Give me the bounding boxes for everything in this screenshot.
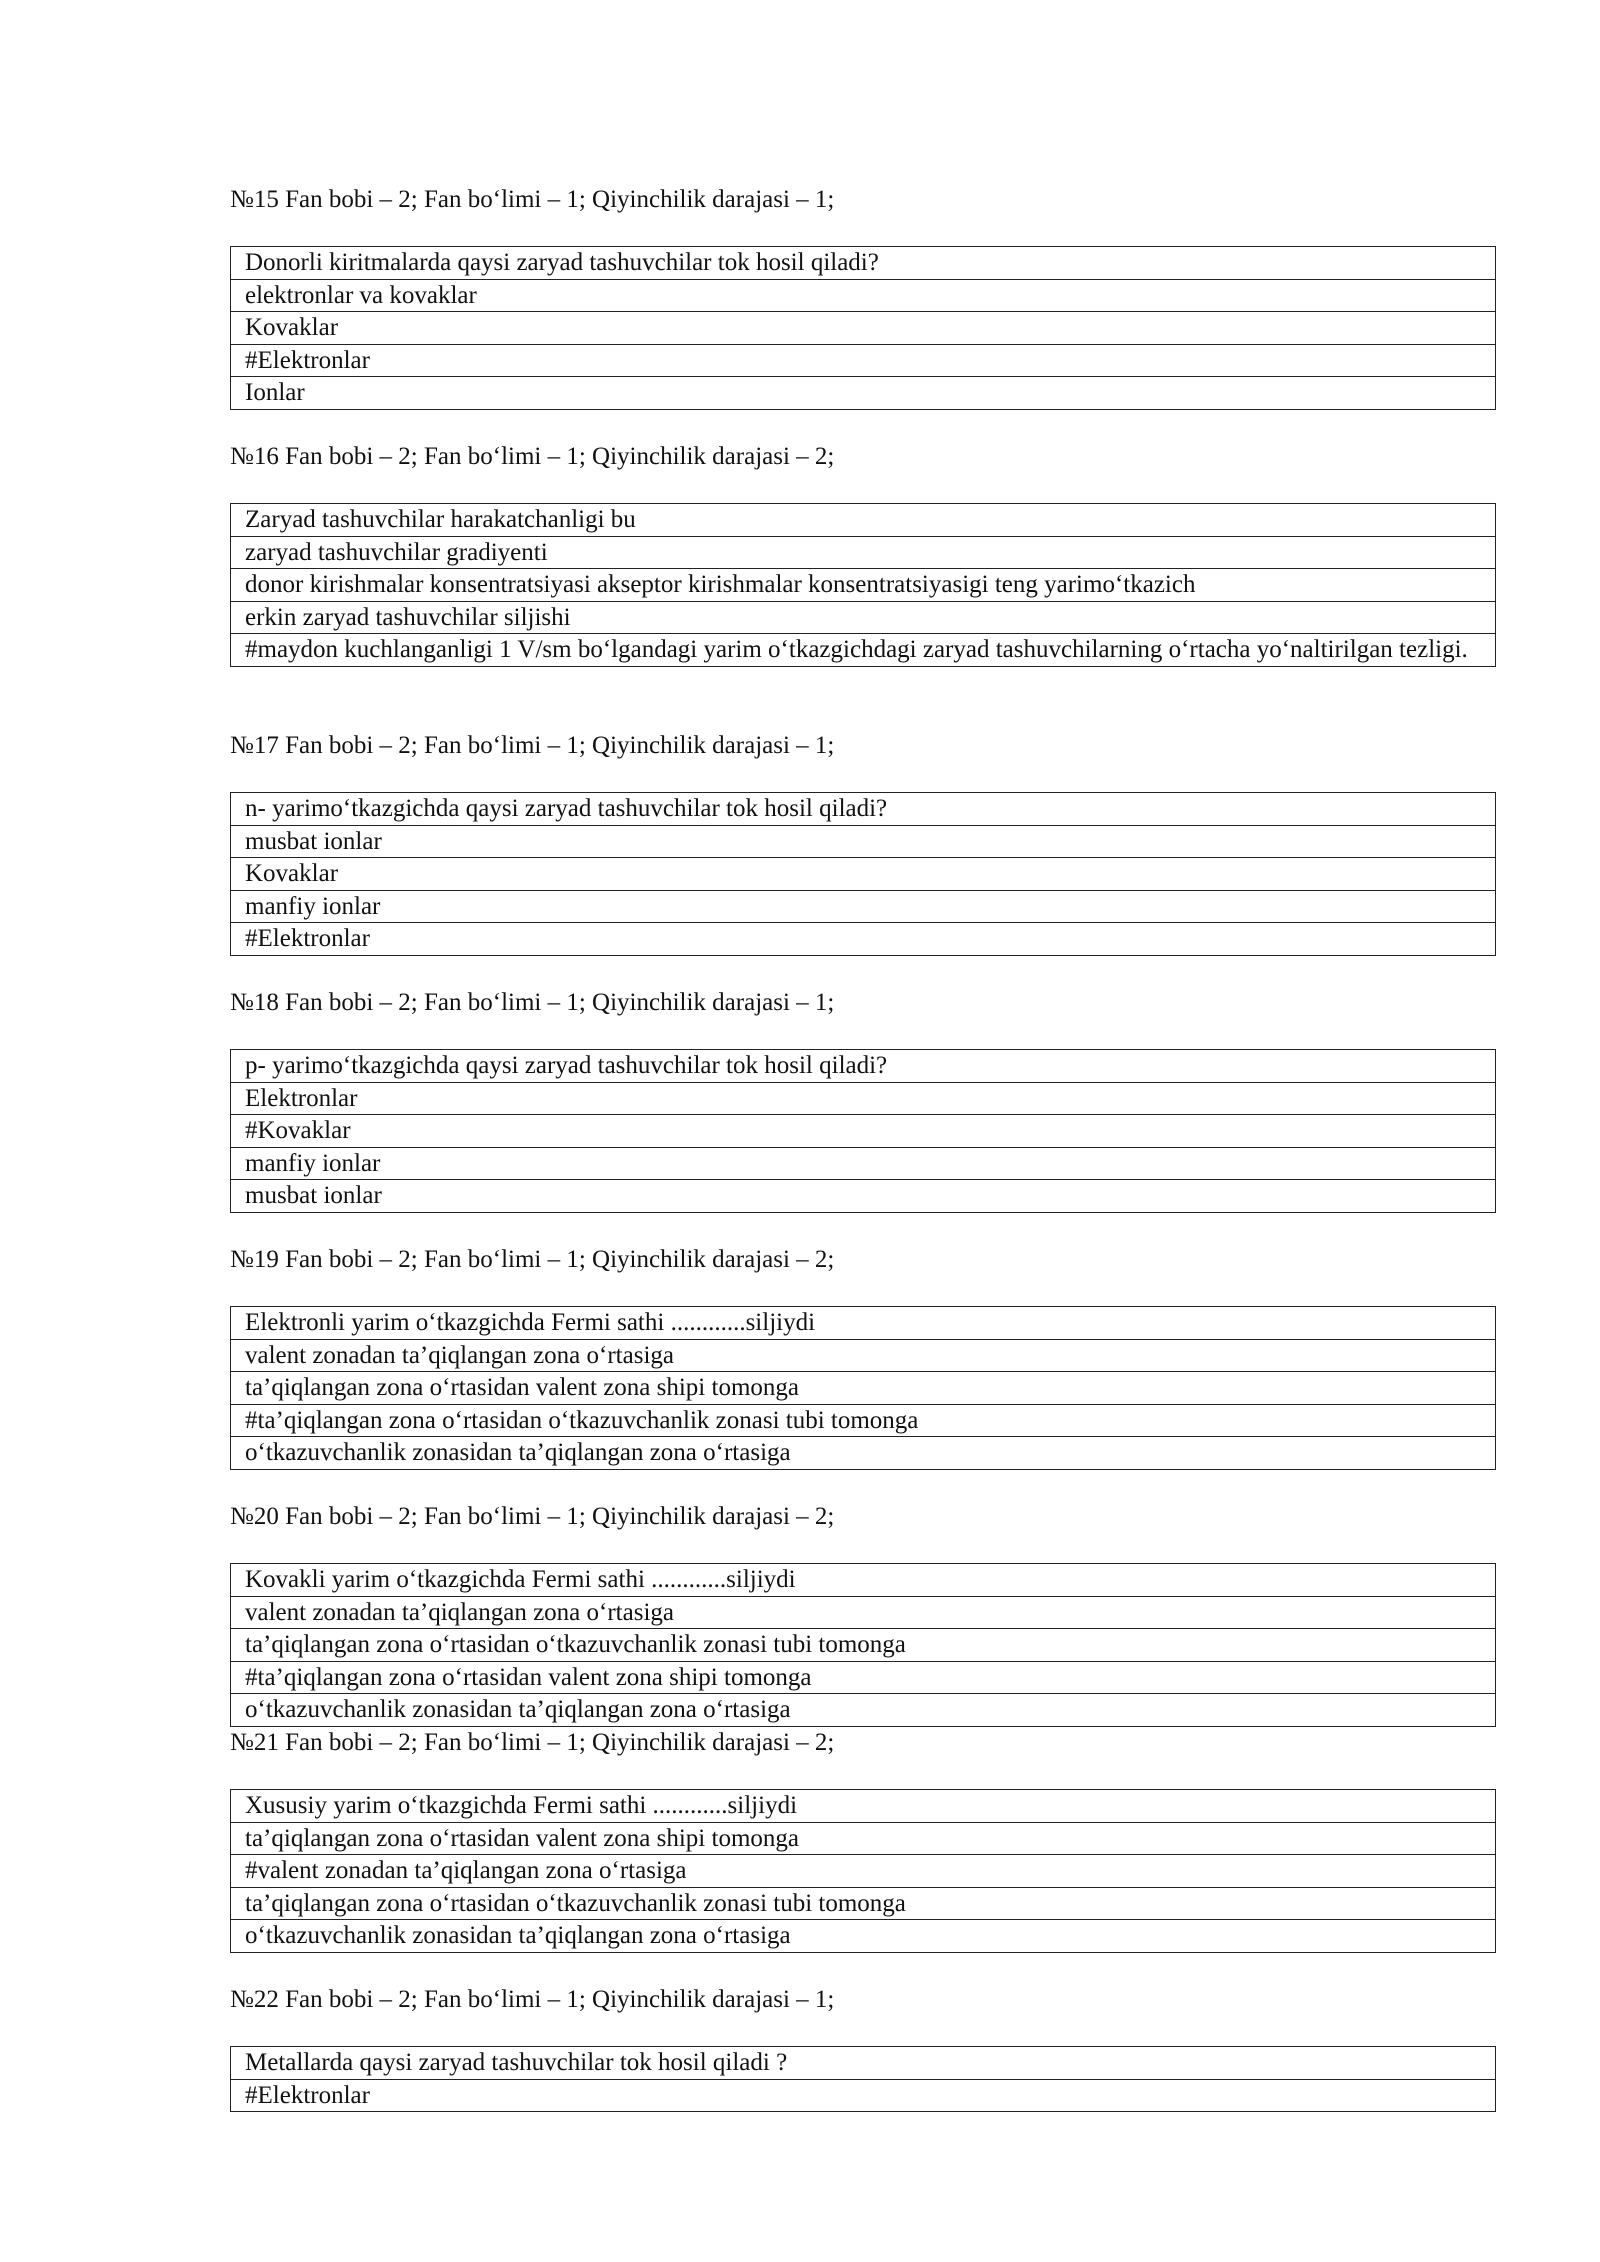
question-text: n- yarimo‘tkazgichda qaysi zaryad tashuvchilar tok hosil qiladi? <box>231 793 1496 826</box>
answer-option: o‘tkazuvchanlik zonasidan ta’qiqlangan zona o‘rtasiga <box>231 1694 1496 1727</box>
question-table <box>230 2046 1496 2112</box>
answer-option: ta’qiqlangan zona o‘rtasidan valent zona shipi tomonga <box>231 1372 1496 1405</box>
question-text: Elektronli yarim o‘tkazgichda Fermi sathi ............siljiydi <box>231 1307 1496 1340</box>
question-text: Donorli kiritmalarda qaysi zaryad tashuvchilar tok hosil qiladi? <box>231 247 1496 280</box>
answer-option: manfiy ionlar <box>231 890 1496 923</box>
answer-option: ta’qiqlangan zona o‘rtasidan o‘tkazuvchanlik zonasi tubi tomonga <box>231 1629 1496 1662</box>
answer-option: #Elektronlar <box>231 2079 1496 2112</box>
question-text: Metallarda qaysi zaryad tashuvchilar tok hosil qiladi ? <box>231 2047 1496 2080</box>
question-table <box>230 1789 1496 1953</box>
answer-option: manfiy ionlar <box>231 1147 1496 1180</box>
question-header: №21 Fan bobi – 2; Fan bo‘limi – 1; Qiyinchilik darajasi – 2; <box>230 1729 835 1756</box>
question-header: №20 Fan bobi – 2; Fan bo‘limi – 1; Qiyinchilik darajasi – 2; <box>230 1503 835 1530</box>
answer-option: #valent zonadan ta’qiqlangan zona o‘rtasiga <box>231 1855 1496 1888</box>
answer-option: #maydon kuchlanganligi 1 V/sm bo‘lgandagi yarim o‘tkazgichdagi zaryad tashuvchilarning o‘rtacha yo‘naltirilgan tezligi. <box>231 634 1496 667</box>
question-table <box>230 503 1496 667</box>
question-table <box>230 1306 1496 1470</box>
question-header: №17 Fan bobi – 2; Fan bo‘limi – 1; Qiyinchilik darajasi – 1; <box>230 732 835 759</box>
question-header: №16 Fan bobi – 2; Fan bo‘limi – 1; Qiyinchilik darajasi – 2; <box>230 443 835 470</box>
question-text: Zaryad tashuvchilar harakatchanligi bu <box>231 504 1496 537</box>
answer-option: valent zonadan ta’qiqlangan zona o‘rtasiga <box>231 1596 1496 1629</box>
question-header: №15 Fan bobi – 2; Fan bo‘limi – 1; Qiyinchilik darajasi – 1; <box>230 186 835 213</box>
question-table <box>230 1563 1496 1727</box>
answer-option: erkin zaryad tashuvchilar siljishi <box>231 601 1496 634</box>
question-header: №18 Fan bobi – 2; Fan bo‘limi – 1; Qiyinchilik darajasi – 1; <box>230 989 835 1016</box>
question-table <box>230 792 1496 956</box>
answer-option: #ta’qiqlangan zona o‘rtasidan o‘tkazuvchanlik zonasi tubi tomonga <box>231 1404 1496 1437</box>
answer-option: o‘tkazuvchanlik zonasidan ta’qiqlangan zona o‘rtasiga <box>231 1920 1496 1953</box>
answer-option: #Kovaklar <box>231 1115 1496 1148</box>
question-header: №22 Fan bobi – 2; Fan bo‘limi – 1; Qiyinchilik darajasi – 1; <box>230 1986 835 2013</box>
answer-option: ta’qiqlangan zona o‘rtasidan valent zona shipi tomonga <box>231 1822 1496 1855</box>
answer-option: elektronlar va kovaklar <box>231 279 1496 312</box>
answer-option: Ionlar <box>231 377 1496 410</box>
answer-option: Elektronlar <box>231 1082 1496 1115</box>
answer-option: #ta’qiqlangan zona o‘rtasidan valent zona shipi tomonga <box>231 1661 1496 1694</box>
answer-option: Kovaklar <box>231 858 1496 891</box>
answer-option: o‘tkazuvchanlik zonasidan ta’qiqlangan zona o‘rtasiga <box>231 1437 1496 1470</box>
question-table <box>230 1049 1496 1213</box>
answer-option: valent zonadan ta’qiqlangan zona o‘rtasiga <box>231 1339 1496 1372</box>
answer-option: musbat ionlar <box>231 825 1496 858</box>
question-text: Xususiy yarim o‘tkazgichda Fermi sathi ............siljiydi <box>231 1790 1496 1823</box>
answer-option: donor kirishmalar konsentratsiyasi akseptor kirishmalar konsentratsiyasigi teng yarimo‘tkazich <box>231 569 1496 602</box>
answer-option: #Elektronlar <box>231 923 1496 956</box>
answer-option: zaryad tashuvchilar gradiyenti <box>231 536 1496 569</box>
answer-option: Kovaklar <box>231 312 1496 345</box>
question-header: №19 Fan bobi – 2; Fan bo‘limi – 1; Qiyinchilik darajasi – 2; <box>230 1246 835 1273</box>
question-text: p- yarimo‘tkazgichda qaysi zaryad tashuvchilar tok hosil qiladi? <box>231 1050 1496 1083</box>
answer-option: ta’qiqlangan zona o‘rtasidan o‘tkazuvchanlik zonasi tubi tomonga <box>231 1887 1496 1920</box>
answer-option: musbat ionlar <box>231 1180 1496 1213</box>
question-table <box>230 246 1496 410</box>
answer-option: #Elektronlar <box>231 344 1496 377</box>
question-text: Kovakli yarim o‘tkazgichda Fermi sathi ............siljiydi <box>231 1564 1496 1597</box>
